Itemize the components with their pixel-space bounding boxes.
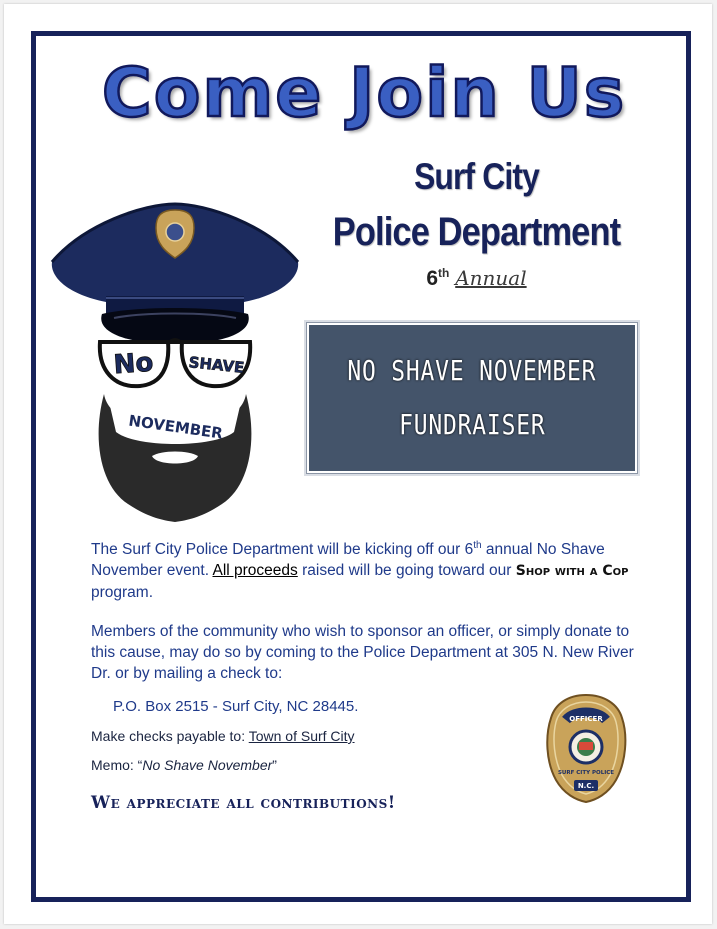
annual-word: Annual <box>455 266 527 290</box>
badge-bottom-text: SURF CITY POLICE <box>557 770 615 776</box>
police-badge-icon <box>544 692 629 804</box>
payable-value: Town of Surf City <box>248 728 355 744</box>
intro-text-b: annual No Shave November event. <box>91 541 605 580</box>
memo-label: Memo: “ <box>91 757 143 773</box>
appreciation-line: We appreciate all contributions! <box>91 793 396 813</box>
glasses-left-text: No <box>112 347 155 381</box>
page-sheet <box>4 4 712 924</box>
mailing-address: P.O. Box 2515 - Surf City, NC 28445. <box>113 698 359 715</box>
annual-label <box>304 266 649 291</box>
sponsor-paragraph: Members of the community who wish to sponsor an officer, or simply donate to this cause, may do so by coming to the Police Department at 305 N. New River Dr. or by mailing a check to: <box>91 623 634 682</box>
glasses-right-text: SHAVE <box>187 353 246 377</box>
memo-value: No Shave November <box>142 757 273 773</box>
intro-paragraph <box>91 535 651 603</box>
memo-end: ” <box>272 757 277 773</box>
intro-text-c: raised will be going toward our <box>297 562 516 580</box>
payable-label: Make checks payable to: <box>91 728 249 744</box>
intro-text-a: The Surf City Police Department will be kicking off our 6 <box>91 541 474 559</box>
annual-suffix: th <box>438 266 450 280</box>
banner-line2: FUNDRAISER <box>398 408 546 441</box>
intro-text-d: program. <box>91 584 154 602</box>
memo-line <box>91 757 277 773</box>
intro-sup: th <box>473 540 482 551</box>
badge-state-text: N.C. <box>577 782 595 790</box>
badge-top-text: OFFICER <box>569 715 603 723</box>
banner-line1: NO SHAVE NOVEMBER <box>347 354 597 387</box>
police-hat-beard-illustration <box>44 194 306 522</box>
payable-line <box>91 728 355 744</box>
flyer-title: Come Join Us <box>101 54 627 133</box>
annual-number: 6 <box>426 267 439 290</box>
fundraiser-banner <box>307 323 637 473</box>
all-proceeds-text: All proceeds <box>212 562 298 580</box>
beard-text: NOVEMBER <box>127 411 224 443</box>
dept-name-line1: Surf City <box>414 156 539 197</box>
dept-name-line2: Police Department <box>332 210 621 254</box>
program-name: Shop with a Cop <box>515 563 629 580</box>
